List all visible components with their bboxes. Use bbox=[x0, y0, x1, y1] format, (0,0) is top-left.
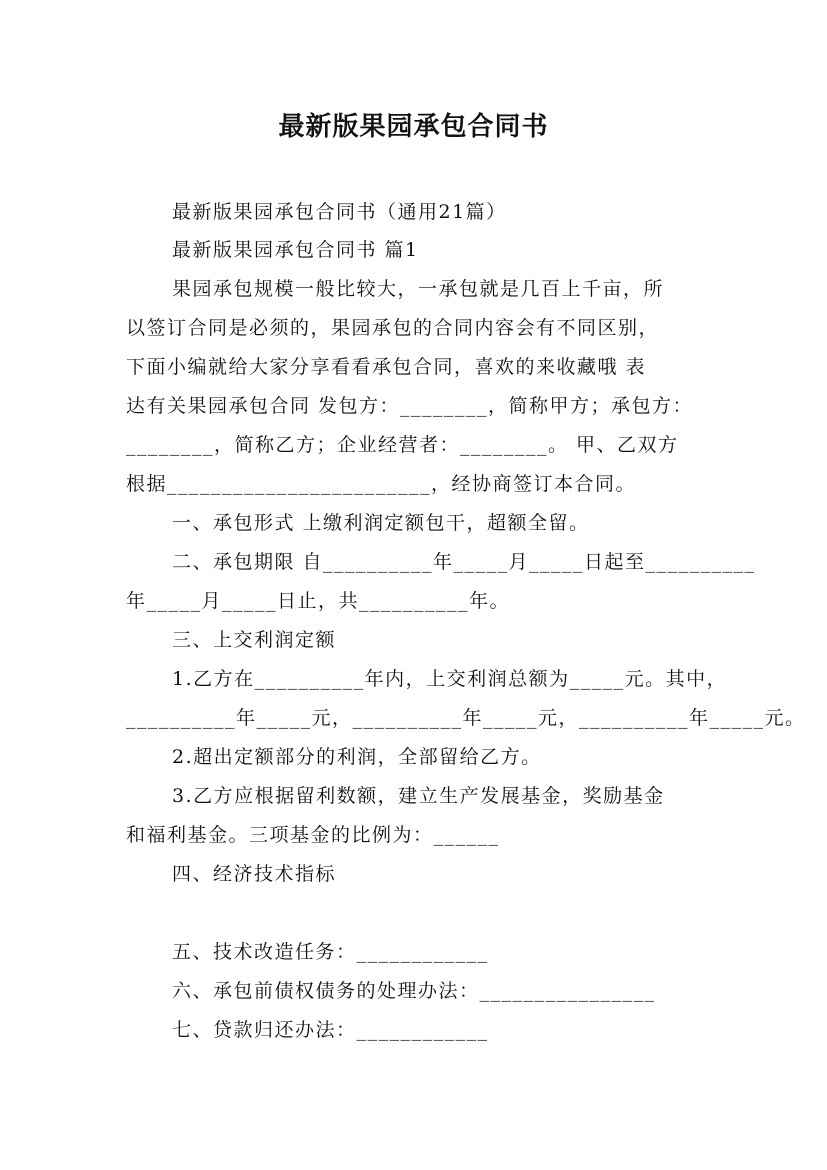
clause-line: 2.超出定额部分的利润，全部留给乙方。 bbox=[172, 746, 542, 768]
clause-line: 六、承包前债权债务的处理办法：________________ bbox=[172, 980, 656, 1002]
clause-line: 1.乙方在__________年内，上交利润总额为_____元。其中， bbox=[172, 668, 728, 690]
clause-line: 年_____月_____日止，共__________年。 bbox=[126, 590, 511, 612]
paragraph-line: 以签订合同是必须的，果园承包的合同内容会有不同区别， bbox=[126, 317, 660, 339]
paragraph-line: ________，简称乙方；企业经营者：________。 甲、乙双方 bbox=[126, 434, 679, 456]
clause-heading-line: 四、经济技术指标 bbox=[172, 863, 337, 885]
clause-line: __________年_____元，__________年_____元，__________年_____元。 bbox=[126, 707, 806, 729]
section-heading-line: 最新版果园承包合同书 篇1 bbox=[172, 239, 419, 261]
clause-line: 一、承包形式 上缴利润定额包干，超额全留。 bbox=[172, 512, 590, 534]
document-title: 最新版果园承包合同书 bbox=[278, 112, 549, 142]
clause-line: 和福利基金。三项基金的比例为：______ bbox=[126, 824, 500, 846]
clause-line: 3.乙方应根据留利数额，建立生产发展基金，奖励基金 bbox=[172, 785, 665, 807]
clause-heading-line: 三、上交利润定额 bbox=[172, 629, 337, 651]
paragraph-line: 下面小编就给大家分享看看承包合同，喜欢的来收藏哦 表 bbox=[126, 356, 647, 378]
paragraph-line: 根据________________________，经协商签订本合同。 bbox=[126, 473, 637, 495]
clause-line: 七、贷款归还办法：____________ bbox=[172, 1019, 489, 1041]
subtitle-line: 最新版果园承包合同书（通用21篇） bbox=[172, 201, 507, 223]
paragraph-line: 果园承包规模一般比较大，一承包就是几百上千亩，所 bbox=[172, 278, 665, 300]
paragraph-line: 达有关果园承包合同 发包方：________，简称甲方；承包方： bbox=[126, 395, 694, 417]
clause-line: 五、技术改造任务：____________ bbox=[172, 941, 489, 963]
clause-line: 二、承包期限 自__________年_____月_____日起至__________ bbox=[172, 551, 756, 573]
